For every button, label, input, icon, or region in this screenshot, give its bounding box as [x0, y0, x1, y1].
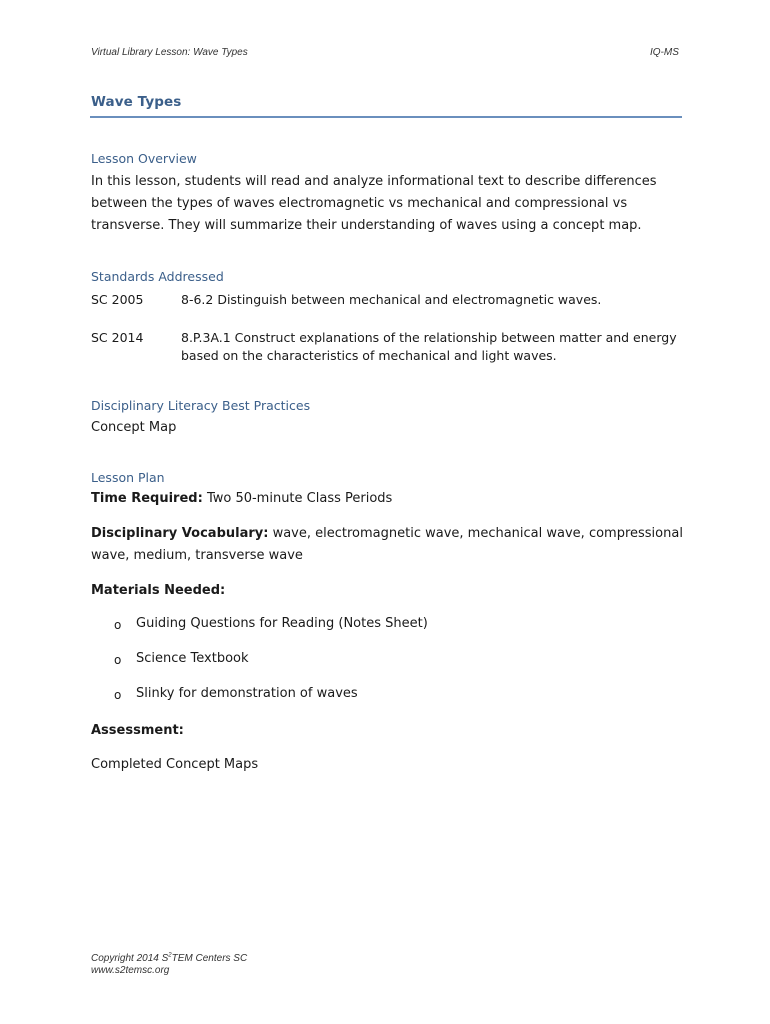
list-item: Slinky for demonstration of waves: [136, 686, 358, 701]
copyright-superscript: 2: [168, 952, 172, 959]
time-required-value: Two 50-minute Class Periods: [206, 491, 393, 506]
copyright-prefix: Copyright 2014 S: [91, 953, 169, 964]
time-required: [91, 488, 691, 510]
running-header-code: IQ-MS: [650, 47, 679, 58]
standard-code-2005: SC 2005: [91, 292, 144, 307]
footer-url: www.s2temsc.org: [91, 965, 170, 976]
standard-text-2014: 8.P.3A.1 Construct explanations of the relationship between matter and energy based on the characteristics of mechanical and light waves.: [181, 330, 677, 363]
standards-heading: Standards Addressed: [91, 269, 224, 284]
lesson-plan-heading: Lesson Plan: [91, 470, 165, 485]
list-bullet: o: [114, 688, 122, 702]
vocabulary-value: wave, electromagnetic wave, mechanical wave, compressional wave, medium, transverse wave: [91, 526, 683, 563]
title-underline-rule: [90, 116, 682, 118]
vocabulary-label: Disciplinary Vocabulary:: [91, 526, 269, 541]
literacy-text: Concept Map: [91, 420, 177, 435]
running-header-title: Virtual Library Lesson: Wave Types: [91, 47, 248, 58]
list-item: Science Textbook: [136, 651, 249, 666]
document-title: Wave Types: [91, 94, 182, 110]
literacy-heading: Disciplinary Literacy Best Practices: [91, 398, 311, 413]
assessment-label: Assessment:: [91, 723, 184, 738]
vocabulary: [91, 523, 686, 567]
standard-code-2014: SC 2014: [91, 330, 144, 345]
footer: [91, 953, 247, 977]
time-required-label: Time Required:: [91, 491, 203, 506]
list-bullet: o: [114, 653, 122, 667]
list-item: Guiding Questions for Reading (Notes Sheet): [136, 616, 428, 631]
list-bullet: o: [114, 618, 122, 632]
standard-text-2005: 8-6.2 Distinguish between mechanical and electromagnetic waves.: [181, 292, 602, 307]
footer-copyright: [91, 953, 247, 965]
materials-label: Materials Needed:: [91, 583, 226, 598]
assessment-value: Completed Concept Maps: [91, 757, 259, 772]
lesson-overview-heading: Lesson Overview: [91, 151, 197, 166]
copyright-suffix: TEM Centers SC: [171, 953, 248, 964]
lesson-overview-text: In this lesson, students will read and analyze informational text to describe differences between the types of waves electromagnetic vs mechanical and compressional vs transverse. They will summarize their understanding of waves using a concept map.: [91, 174, 657, 233]
